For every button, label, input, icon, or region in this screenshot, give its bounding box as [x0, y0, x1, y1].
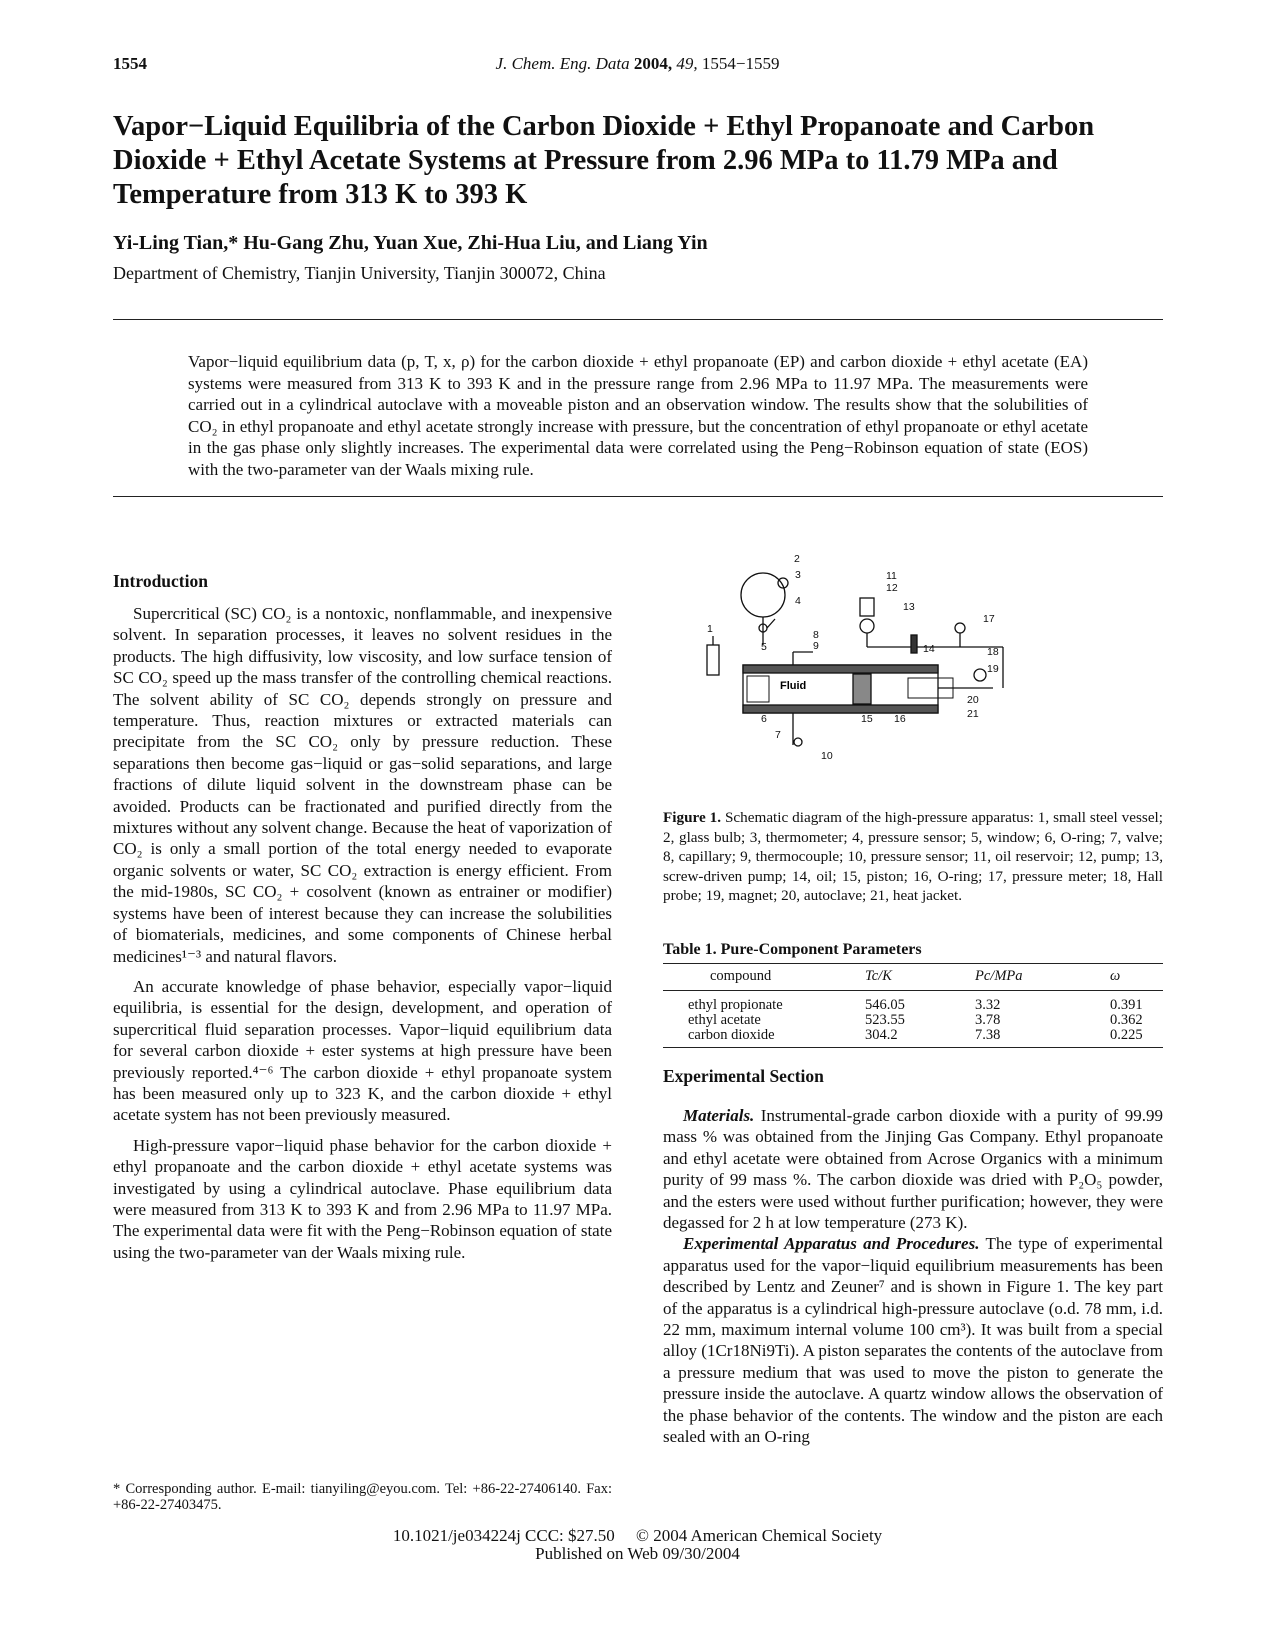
table-cell: ethyl propionate: [688, 997, 783, 1013]
apparatus-paragraph: [663, 1233, 1163, 1447]
fluid-label: Fluid: [780, 680, 807, 692]
table-header: Pc/MPa: [975, 964, 1090, 991]
intro-paragraph: Supercritical (SC) CO₂ is a nontoxic, nonflammable, and inexpensive solvent. In separation processes, it leaves no solvent residues in the products. The high diffusivity, low viscosity, and low surface tension of SC CO₂ speed up the mass transfer of the controlling chemical reactions. The solvent ability of SC CO₂ depends strongly on pressure and temperature. Thus, reaction mixtures or extracted materials can precipitate from the SC CO₂ only by pressure reduction. These separations then become gas−liquid or gas−solid separations, and large fractions of dilute liquid solvent in the downstream phase can be avoided. Products can be fractionated and purified directly from the mixtures without any solvent change. Because the heat of vaporization of CO₂ is only a small portion of the total energy needed to evaporate organic solvents or water, SC CO₂ extraction is energy efficient. From the mid-1980s, SC CO₂ + cosolvent (known as entrainer or modifier) systems have been of interest because they can increase the solubilities of biomaterials, medicines, and some components of Chinese herbal medicines¹⁻³ and natural flavors.: [113, 604, 612, 966]
apparatus-runin: Experimental Apparatus and Procedures.: [683, 1234, 980, 1254]
table-header: ω: [1090, 964, 1163, 991]
article-title: Vapor−Liquid Equilibria of the Carbon Dioxide + Ethyl Propanoate and Carbon Dioxide + Ethyl Acetate Systems at Pressure from 2.96 MPa to 11.79 MPa and Temperature from 313 K to 393 K: [113, 111, 1095, 210]
table-row: [663, 991, 1163, 1014]
page-footer: [0, 1527, 1275, 1563]
figure-callout: 21: [967, 708, 979, 720]
table-cell: 523.55: [865, 1012, 905, 1028]
figure-callout: 2: [794, 553, 800, 565]
figure-callout: 1: [707, 623, 713, 635]
figure-caption: [663, 808, 1163, 906]
table-cell: 0.225: [1090, 1028, 1163, 1048]
introduction-heading: Introduction: [113, 571, 208, 591]
figure-callout: 6: [761, 713, 767, 725]
intro-paragraph: High-pressure vapor−liquid phase behavior for the carbon dioxide + ethyl propanoate and the carbon dioxide + ethyl acetate systems was investigated by using a cylindrical autoclave. Phase equilibrium data were measured from 313 K to 393 K and from 2.96 MPa to 11.97 MPa. The experimental data were fit with the Peng−Robinson equation of state using the two-parameter van der Waals mixing rule.: [113, 1135, 612, 1262]
table-header: compound: [663, 964, 865, 991]
authors: Yi-Ling Tian,* Hu-Gang Zhu, Yuan Xue, Zhi-Hua Liu, and Liang Yin: [113, 232, 708, 254]
glass-bulb-shape: [741, 573, 785, 617]
page-number: 1554: [113, 54, 147, 73]
figure-callout: 14: [923, 643, 935, 655]
pure-component-table: [663, 963, 1163, 1048]
figure-caption-label: Figure 1.: [663, 809, 722, 826]
introduction-body: [113, 603, 612, 1263]
table-cell: ethyl acetate: [688, 1012, 761, 1028]
figure-callout: 20: [967, 694, 979, 706]
figure-callout: 3: [795, 569, 801, 581]
table-row: [663, 1013, 1163, 1028]
figure-callout: 10: [821, 750, 833, 762]
journal-volume: 49,: [676, 54, 698, 73]
figure-callout: 7: [775, 729, 781, 741]
journal-citation: [0, 54, 1275, 74]
journal-year: 2004,: [633, 54, 673, 73]
intro-paragraph: An accurate knowledge of phase behavior, especially vapor−liquid equilibria, is essential for the design, development, and operation of supercritical fluid separation processes. Vapor−liquid equilibrium data for several carbon dioxide + ester systems at high pressure have been previously reported.⁴⁻⁶ The carbon dioxide + ethyl propanoate system has been measured only up to 323 K, and the carbon dioxide + ethyl acetate system has not been previously measured.: [113, 976, 612, 1125]
journal-name: J. Chem. Eng. Data: [495, 54, 630, 73]
figure-callout: 8: [813, 629, 819, 641]
table-cell: 0.362: [1110, 1012, 1143, 1028]
abstract: Vapor−liquid equilibrium data (p, T, x, ρ) for the carbon dioxide + ethyl propanoate (EP) and carbon dioxide + ethyl acetate (EA) systems were measured from 313 K to 393 K and in the pressure range from 2.96 MPa to 11.97 MPa. The measurements were carried out in a cylindrical autoclave with a moveable piston and an observation window. The results show that the solubilities of CO₂ in ethyl propanoate and ethyl acetate strongly increase with pressure, but the concentration of ethyl propanoate or ethyl acetate in the gas phase only slightly increases. The experimental data were correlated using the Peng−Robinson equation of state (EOS) with the two-parameter van der Waals mixing rule.: [188, 352, 1088, 479]
apparatus-schematic: [707, 553, 1053, 770]
figure-callout: 11: [886, 570, 897, 582]
table-header: Tc/K: [865, 964, 975, 991]
table-cell: 3.32: [975, 997, 1001, 1013]
table-cell: 7.38: [975, 1028, 1090, 1048]
table-cell: 3.78: [975, 1012, 1001, 1028]
corresponding-author-footnote: * Corresponding author. E-mail: tianyiling@eyou.com. Tel: +86-22-27406140. Fax: +86-22-27403475.: [113, 1481, 612, 1513]
table-cell: 546.05: [865, 997, 905, 1013]
figure-callout: 9: [813, 640, 819, 652]
table-title: Table 1. Pure-Component Parameters: [663, 941, 922, 958]
small-vessel-shape: [707, 645, 719, 675]
abstract-bottom-rule: [113, 496, 1163, 497]
materials-runin: Materials.: [683, 1106, 755, 1125]
figure-callout: 16: [894, 713, 906, 725]
materials-paragraph: [663, 1105, 1163, 1233]
figure-callout: 13: [903, 601, 915, 613]
table-header-row: [663, 964, 1163, 991]
table-cell: 304.2: [865, 1028, 975, 1048]
experimental-heading: Experimental Section: [663, 1066, 824, 1086]
published-line: Published on Web 09/30/2004: [535, 1544, 740, 1563]
figure-callout: 17: [983, 613, 995, 625]
abstract-top-rule: [113, 319, 1163, 320]
table-cell: carbon dioxide: [663, 1028, 865, 1048]
figure-callout: 18: [987, 646, 999, 658]
table-row: [663, 1028, 1163, 1048]
figure-callout: 15: [861, 713, 873, 725]
piston-shape: [853, 674, 871, 704]
table-cell: 0.391: [1110, 997, 1143, 1013]
experimental-body: [663, 1105, 1163, 1448]
figure-callout: 4: [795, 595, 801, 607]
journal-pages: 1554−1559: [701, 54, 780, 73]
figure-callout: 12: [886, 582, 898, 594]
materials-text: Instrumental-grade carbon dioxide with a purity of 99.99 mass % was obtained from the Jinjing Gas Company. Ethyl propanoate and ethyl acetate were obtained from Acrose Organics with a minimum purity of 99 mass %. The carbon dioxide was dried with P₂O₅ powder, and the esters were used without further purification; however, they were degassed for 2 h at low temperature (273 K).: [663, 1106, 1163, 1233]
affiliation: Department of Chemistry, Tianjin University, Tianjin 300072, China: [113, 263, 606, 283]
apparatus-text: The type of experimental apparatus used for the vapor−liquid equilibrium measurements has been described by Lentz and Zeuner⁷ and is shown in Figure 1. The key part of the apparatus is a cylindrical high-pressure autoclave (o.d. 78 mm, i.d. 22 mm, maximum internal volume 100 cm³). It was built from a special alloy (1Cr18Ni9Ti). A piston separates the contents of the autoclave from a pressure medium that was used to move the piston to generate the pressure inside the autoclave. A quartz window allows the observation of the phase behavior of the contents. The window and the piston are each sealed with an O-ring: [663, 1234, 1163, 1447]
figure-callout: 19: [987, 663, 999, 675]
doi-line: 10.1021/je034224j CCC: $27.50 © 2004 American Chemical Society: [392, 1526, 883, 1545]
figure-callout: 5: [761, 641, 767, 653]
figure-caption-text: Schematic diagram of the high-pressure apparatus: 1, small steel vessel; 2, glass bulb; 3, thermometer; 4, pressure sensor; 5, window; 6, O-ring; 7, valve; 8, capillary; 9, thermocouple; 10, pressure sensor; 11, oil reservoir; 12, pump; 13, screw-driven pump; 14, oil; 15, piston; 16, O-ring; 17, pressure meter; 18, Hall probe; 19, magnet; 20, autoclave; 21, heat jacket.: [663, 809, 1164, 905]
